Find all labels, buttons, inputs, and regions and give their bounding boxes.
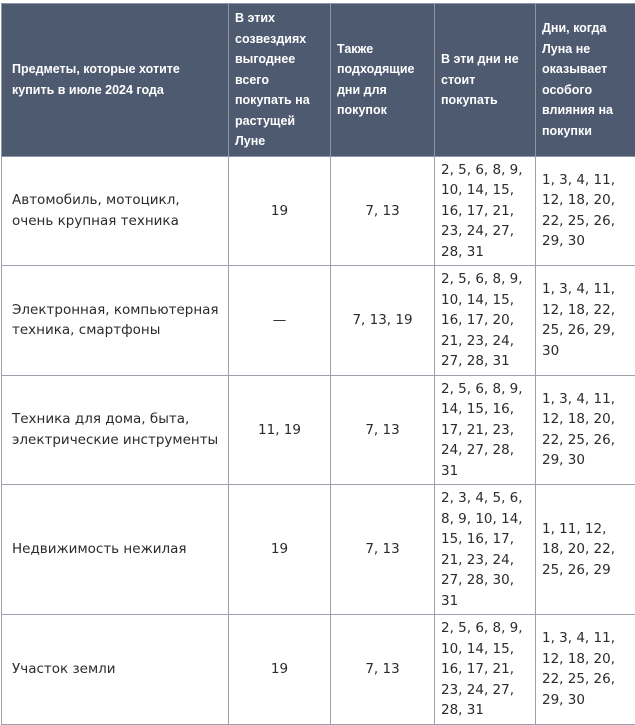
cell-bad-days: 2, 5, 6, 8, 9, 10, 14, 15, 16, 17, 21, 23, 24, 27, 28, 31 — [435, 156, 536, 266]
table-row — [2, 615, 635, 725]
cell-bad-days: 2, 3, 4, 5, 6, 8, 9, 10, 14, 15, 16, 17, 21, 23, 24, 27, 28, 30, 31 — [435, 485, 536, 615]
cell-neutral-days: 1, 3, 4, 11, 12, 18, 20, 22, 25, 26, 29, 30 — [536, 156, 635, 266]
cell-neutral-days: 1, 3, 4, 11, 12, 18, 22, 25, 26, 29, 30 — [536, 266, 635, 376]
cell-growing-moon: 11, 19 — [229, 375, 331, 485]
cell-also-good: 7, 13 — [331, 485, 435, 615]
cell-growing-moon: 19 — [229, 615, 331, 725]
table-row — [2, 266, 635, 376]
cell-neutral-days: 1, 3, 4, 11, 12, 18, 20, 22, 25, 26, 29, 30 — [536, 375, 635, 485]
cell-item: Участок земли — [2, 615, 229, 725]
table-header-row — [2, 4, 635, 157]
table-row — [2, 156, 635, 266]
lunar-shopping-calendar-table — [1, 3, 635, 725]
cell-bad-days: 2, 5, 6, 8, 9, 10, 14, 15, 16, 17, 21, 23, 24, 27, 28, 31 — [435, 615, 536, 725]
header-bad-days: В эти дни не стоит покупать — [435, 4, 536, 157]
cell-item: Недвижимость нежилая — [2, 485, 229, 615]
cell-item: Автомобиль, мотоцикл, очень крупная техника — [2, 156, 229, 266]
cell-growing-moon: 19 — [229, 485, 331, 615]
table-row — [2, 375, 635, 485]
header-neutral-days: Дни, когда Луна не оказывает особого влияния на покупки — [536, 4, 635, 157]
cell-also-good: 7, 13 — [331, 156, 435, 266]
header-growing-moon: В этих созвездиях выгоднее всего покупать на растущей Луне — [229, 4, 331, 157]
cell-item: Электронная, компьютерная техника, смартфоны — [2, 266, 229, 376]
cell-item: Техника для дома, быта, электрические инструменты — [2, 375, 229, 485]
cell-neutral-days: 1, 11, 12, 18, 20, 22, 25, 26, 29 — [536, 485, 635, 615]
cell-growing-moon: — — [229, 266, 331, 376]
cell-bad-days: 2, 5, 6, 8, 9, 14, 15, 16, 17, 21, 23, 24, 27, 28, 31 — [435, 375, 536, 485]
cell-neutral-days: 1, 3, 4, 11, 12, 18, 20, 22, 25, 26, 29, 30 — [536, 615, 635, 725]
cell-also-good: 7, 13 — [331, 375, 435, 485]
header-also-good-days: Также подходящие дни для покупок — [331, 4, 435, 157]
cell-bad-days: 2, 5, 6, 8, 9, 10, 14, 15, 16, 17, 20, 21, 23, 24, 27, 28, 31 — [435, 266, 536, 376]
table-row — [2, 485, 635, 615]
cell-also-good: 7, 13 — [331, 615, 435, 725]
header-item: Предметы, которые хотите купить в июле 2024 года — [2, 4, 229, 157]
cell-also-good: 7, 13, 19 — [331, 266, 435, 376]
cell-growing-moon: 19 — [229, 156, 331, 266]
